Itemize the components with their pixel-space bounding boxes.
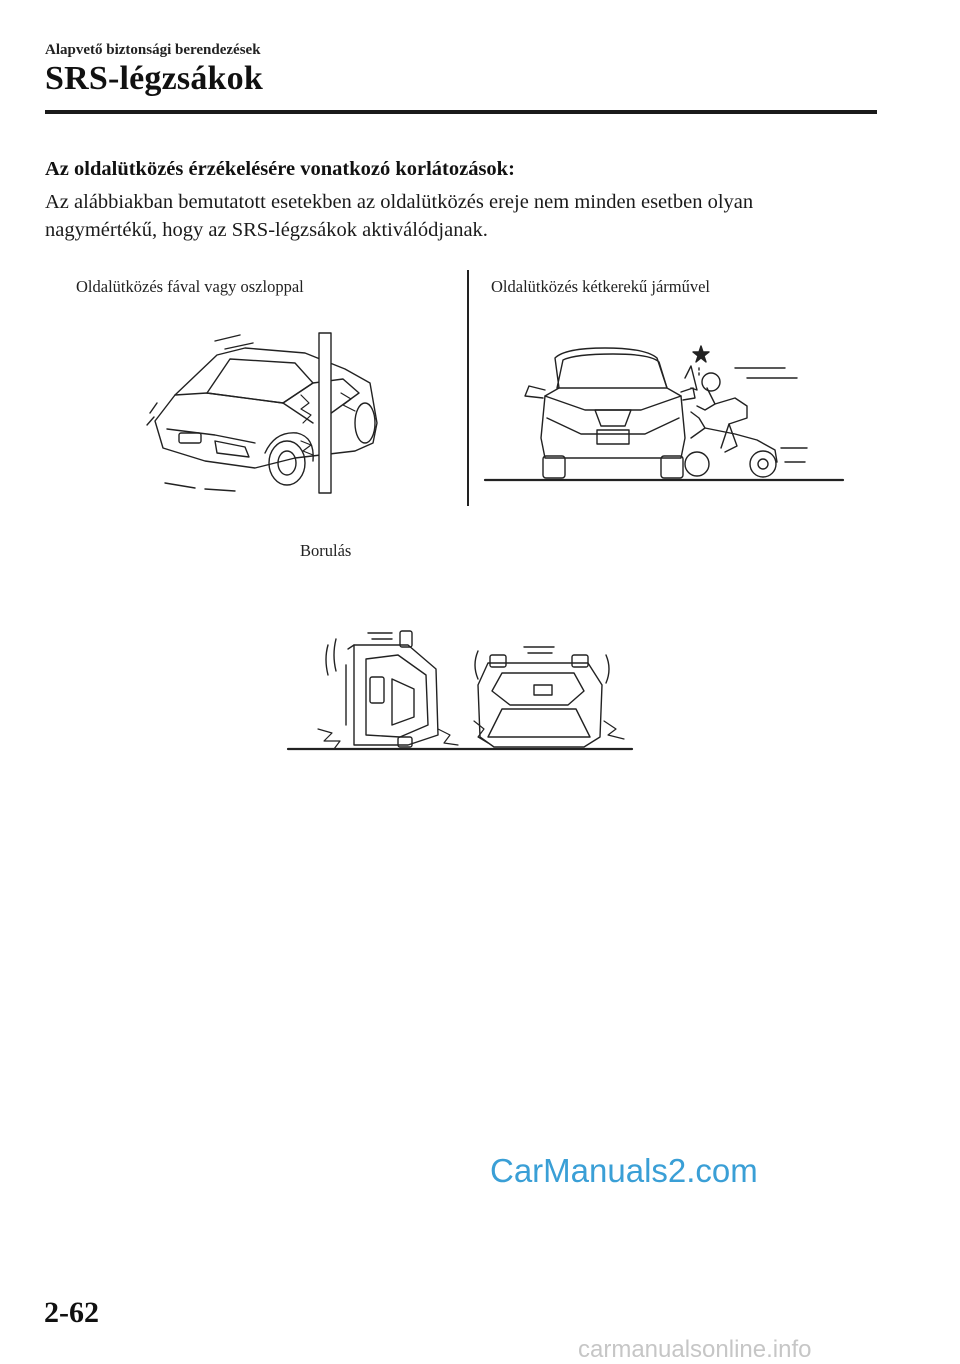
column-divider	[467, 270, 469, 506]
intro-paragraph: Az alábbiakban bemutatott esetekben az oldalütközés ereje nem minden esetben olyan nagymértékű, hogy az SRS-légzsákok aktiválódjanak.	[45, 191, 754, 241]
footer-site: carmanualsonline.info	[578, 1336, 812, 1363]
page-number: 2-62	[44, 1296, 99, 1329]
watermark: CarManuals2.com	[490, 1152, 758, 1189]
two-wheeler-impact-caption: Oldalütközés kétkerekű járművel	[491, 277, 711, 296]
title-rule	[45, 110, 877, 114]
two-wheeler-impact-illustration	[485, 338, 845, 484]
pole-impact-caption: Oldalütközés fával vagy oszloppal	[76, 277, 304, 296]
pole-impact-illustration	[145, 333, 385, 498]
rollover-caption: Borulás	[300, 541, 352, 560]
page-title: SRS-légzsákok	[45, 60, 263, 97]
subheading: Az oldalütközés érzékelésére vonatkozó korlátozások:	[45, 158, 515, 180]
section-label: Alapvető biztonsági berendezések	[45, 42, 261, 58]
rollover-illustration	[288, 625, 634, 753]
